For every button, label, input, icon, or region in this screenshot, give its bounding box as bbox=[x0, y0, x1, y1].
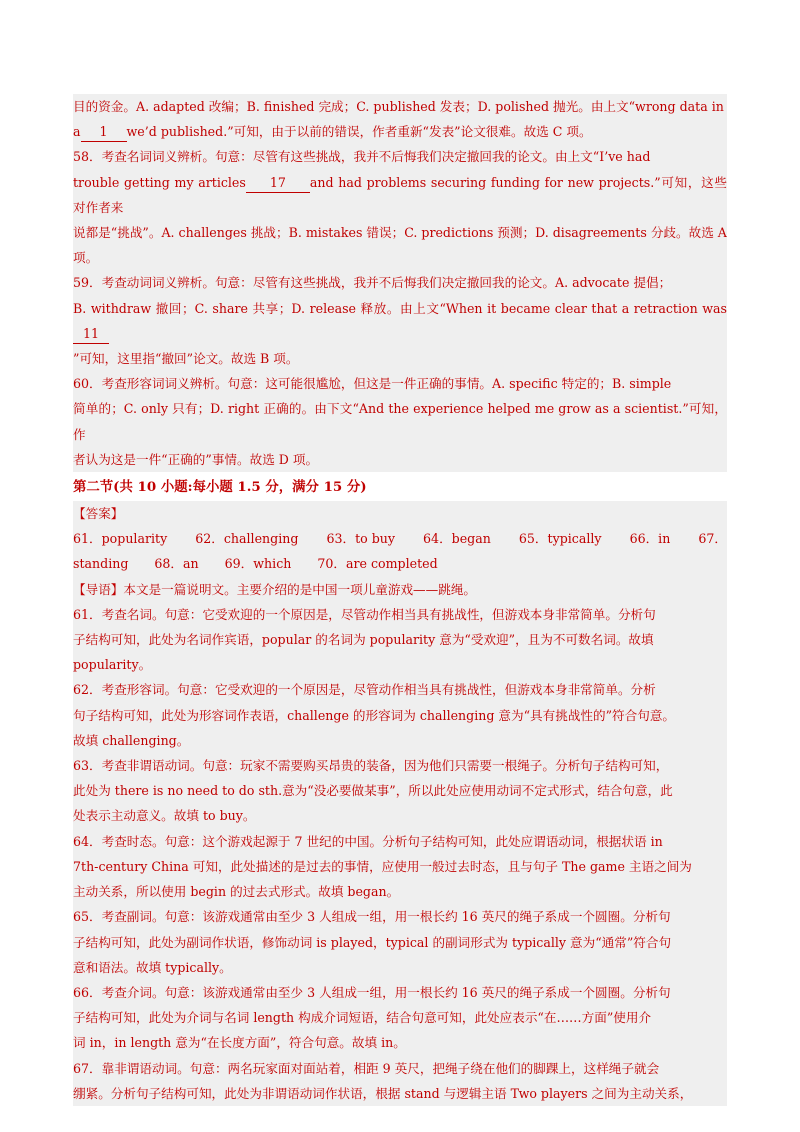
text-line: 63．考查非谓语动词。句意：玩家不需要购买昂贵的装备，因为他们只需要一根绳子。分析句子结构可知， bbox=[73, 758, 669, 774]
section-two-explanations bbox=[73, 501, 727, 1106]
answer-item: 70．are completed bbox=[317, 556, 438, 572]
paragraph-58 bbox=[73, 144, 727, 270]
answer-item: 62．challenging bbox=[195, 531, 299, 547]
answer-label: 【答案】 bbox=[73, 506, 124, 522]
section-one-explanations bbox=[73, 94, 727, 472]
text-line: 58．考查名词词义辨析。句意：尽管有这些挑战，我并不后悔我们决定撤回我的论文。由上文“I’ve had bbox=[73, 149, 651, 165]
text-line: 者认为这是一件“正确的”事情。故选 D 项。 bbox=[73, 451, 319, 467]
answer-item: 68．an bbox=[154, 556, 199, 572]
blank-number: 11 bbox=[73, 325, 109, 344]
text-line: 64．考查时态。句意：这个游戏起源于 7 世纪的中国。分析句子结构可知，此处应谓语动词，根据状语 in bbox=[73, 833, 663, 849]
answer-item: 67． bbox=[698, 531, 727, 547]
text-line: 主动关系，所以使用 begin 的过去式形式。故填 began。 bbox=[73, 884, 400, 900]
answer-list bbox=[73, 526, 727, 576]
paragraph-61 bbox=[73, 602, 727, 678]
answer-item: 66．in bbox=[629, 531, 671, 547]
text-line: and had problems securing funding for new projects.”可知，这些对作者来 bbox=[73, 174, 727, 215]
paragraph-60 bbox=[73, 371, 727, 472]
text-line: 66．考查介词。句意：该游戏通常由至少 3 人组成一组，用一根长约 16 英尺的绳子系成一个圆圈。分析句 bbox=[73, 984, 671, 1000]
text-line: 绷紧。分析句子结构可知，此处为非谓语动词作状语，根据 stand 与逻辑主语 Two players 之间为主动关系， bbox=[73, 1085, 693, 1101]
text-line: 意和语法。故填 typically。 bbox=[73, 959, 232, 975]
paragraph-59 bbox=[73, 270, 727, 371]
text-line: 62．考查形容词。句意：它受欢迎的一个原因是，尽管动作相当具有挑战性，但游戏本身非常简单。分析 bbox=[73, 682, 656, 698]
paragraph-56-continued bbox=[73, 94, 727, 144]
answer-item: 63．to buy bbox=[326, 531, 396, 547]
text-line: 说都是“挑战”。A. challenges 挑战；B. mistakes 错误；C. predictions 预测；D. disagreements 分歧。故选 A bbox=[73, 225, 727, 241]
guide-paragraph: 【导语】本文是一篇说明文。主要介绍的是中国一项儿童游戏——跳绳。 bbox=[73, 581, 476, 597]
paragraph-64 bbox=[73, 829, 727, 905]
page-content bbox=[73, 94, 727, 1106]
text-line: 65．考查副词。句意：该游戏通常由至少 3 人组成一组，用一根长约 16 英尺的绳子系成一个圆圈。分析句 bbox=[73, 909, 671, 925]
text-line: 子结构可知，此处为名词作宾语，popular 的名词为 popularity 意为“受欢迎”，且为不可数名词。故填 bbox=[73, 632, 654, 648]
paragraph-63 bbox=[73, 753, 727, 829]
paragraph-66 bbox=[73, 980, 727, 1056]
text-line: 61．考查名词。句意：它受欢迎的一个原因是，尽管动作相当具有挑战性，但游戏本身非常简单。分析句 bbox=[73, 606, 656, 622]
text-line: 句子结构可知，此处为形容词作表语，challenge 的形容词为 challenging 意为“具有挑战性的”符合句意。 bbox=[73, 707, 676, 723]
text-line: 故填 challenging。 bbox=[73, 732, 190, 748]
text-line: 7th-century China 可知，此处描述的是过去的事情，应使用一般过去时态，且与句子 The game 主语之间为 bbox=[73, 858, 692, 874]
blank-number: 1 bbox=[81, 123, 127, 142]
answer-item: 69．which bbox=[224, 556, 292, 572]
answer-item: 65．typically bbox=[518, 531, 602, 547]
section-two-heading: 第二节(共 10 小题:每小题 1.5 分，满分 15 分) bbox=[73, 479, 367, 496]
answer-item: 61．popularity bbox=[73, 531, 168, 547]
text-line: trouble getting my articles bbox=[73, 174, 246, 190]
text-line: B. withdraw 撤回；C. share 共享；D. release 释放。由上文“When it became clear that a retraction was bbox=[73, 300, 727, 316]
text-line: a bbox=[73, 124, 81, 140]
answer-row-1 bbox=[73, 526, 727, 551]
text-line: ”可知，这里指“撤回”论文。故选 B 项。 bbox=[73, 351, 299, 367]
text-line: 目的资金。A. adapted 改编；B. finished 完成；C. published 发表；D. polished 抛光。由上文“wrong data in bbox=[73, 99, 724, 114]
blank-number: 17 bbox=[246, 174, 310, 193]
text-line: 项。 bbox=[73, 250, 99, 266]
answer-item: 64．began bbox=[423, 531, 491, 547]
answer-row-2 bbox=[73, 551, 727, 576]
text-line: 此处为 there is no need to do sth.意为“没必要做某事”，所以此处应使用动词不定式形式，结合句意，此 bbox=[73, 783, 673, 799]
text-line: 60．考查形容词词义辨析。句意：这可能很尴尬，但这是一件正确的事情。A. specific 特定的；B. simple bbox=[73, 376, 672, 392]
paragraph-67 bbox=[73, 1056, 727, 1106]
text-line: 67．靠非谓语动词。句意：两名玩家面对面站着，相距 9 英尺，把绳子绕在他们的脚踝上，这样绳子就会 bbox=[73, 1060, 660, 1076]
text-line: 子结构可知，此处为副词作状语，修饰动词 is played，typical 的副词形式为 typically 意为“通常”符合句 bbox=[73, 934, 672, 950]
text-line: 处表示主动意义。故填 to buy。 bbox=[73, 808, 256, 824]
text-line: 简单的；C. only 只有；D. right 正确的。由下文“And the experience helped me grow as a scientist.”可知，作 bbox=[73, 401, 727, 442]
answer-item: standing bbox=[73, 556, 129, 572]
text-line: popularity。 bbox=[73, 657, 152, 673]
paragraph-62 bbox=[73, 677, 727, 753]
paragraph-65 bbox=[73, 904, 727, 980]
text-line: 词 in，in length 意为“在长度方面”，符合句意。故填 in。 bbox=[73, 1035, 406, 1051]
text-line: 59．考查动词词义辨析。句意：尽管有这些挑战，我并不后悔我们决定撤回我的论文。A. advocate 提倡； bbox=[73, 275, 672, 291]
text-line: 子结构可知，此处为介词与名词 length 构成介词短语，结合句意可知，此处应表示“在……方面”使用介 bbox=[73, 1010, 652, 1026]
text-line: we’d published.”可知，由于以前的错误，作者重新“发表”论文很难。故选 C 项。 bbox=[126, 124, 592, 140]
